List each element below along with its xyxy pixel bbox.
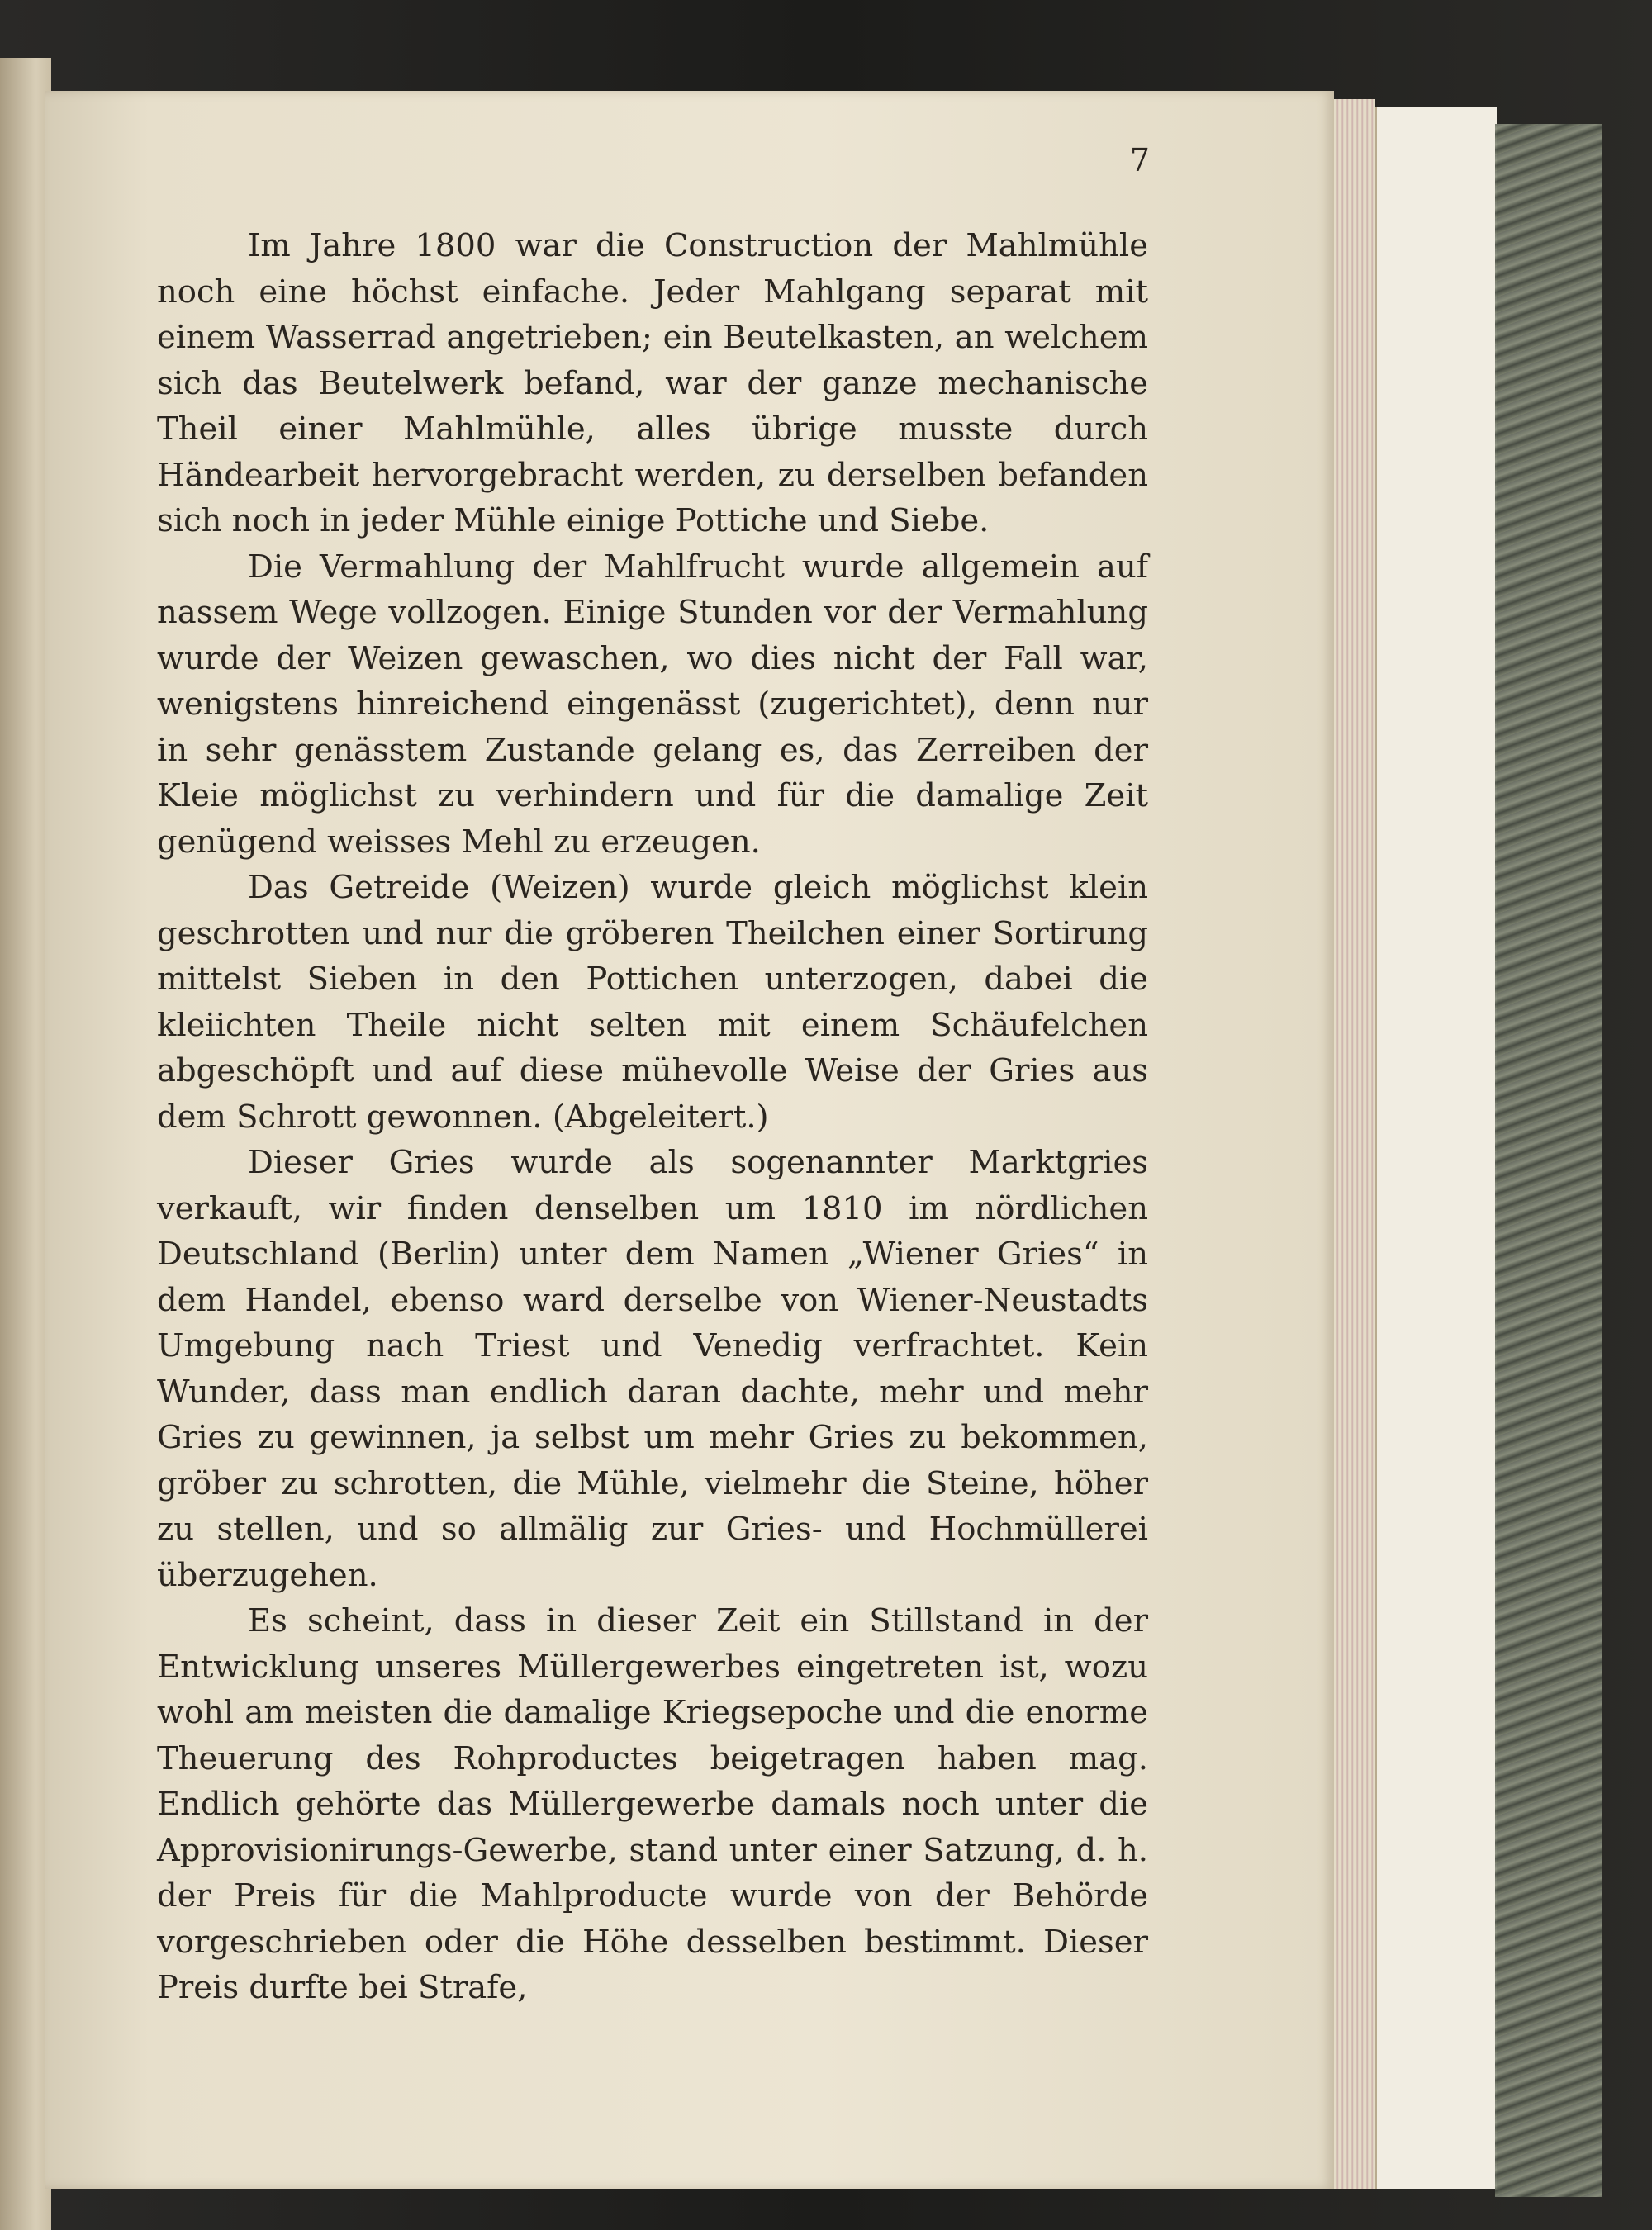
paragraph-5: Es scheint, dass in dieser Zeit ein Stillstand in der Entwicklung unseres Müllergewerbes eingetreten ist, wozu wohl am meisten die damalige Kriegsepoche und die enorme Theuerung des Rohproductes beigetragen haben mag. Endlich gehörte das Müllergewerbe damals noch unter die Approvisionirungs-Gewerbe, stand unter einer Satzung, d. h. der Preis für die Mahlproducte wurde von der Behörde vorgeschrieben oder die Höhe desselben bestimmt. Dieser Preis durfte bei Strafe, [157, 1602, 1148, 2006]
marbled-cover-edge [1495, 124, 1602, 2197]
page-stack-edge [1334, 99, 1375, 2189]
page-number: 7 [1129, 142, 1151, 178]
paragraph-1: Im Jahre 1800 war die Construction der Mahlmühle noch eine höchst einfache. Jeder Mahlgang separat mit einem Wasserrad angetrieben; ein Beutelkasten, an welchem sich das Beutelwerk befand, war der ganze mechanische Theil einer Mahlmühle, alles übrige musste durch Händearbeit hervorgebracht werden, zu derselben befanden sich noch in jeder Mühle einige Pottiche und Siebe. [157, 227, 1148, 539]
paragraph-3: Das Getreide (Weizen) wurde gleich möglichst klein geschrotten und nur die gröberen Theilchen einer Sortirung mittelst Sieben in den Pottichen unterzogen, dabei die kleiichten Theile nicht selten mit einem Schäufelchen abgeschöpft und auf diese mühevolle Weise der Gries aus dem Schrott gewonnen. (Abgeleitert.) [157, 869, 1148, 1136]
paragraph-2: Die Vermahlung der Mahlfrucht wurde allgemein auf nassem Wege vollzogen. Einige Stunden vor der Vermahlung wurde der Weizen gewaschen, wo dies nicht der Fall war, wenigstens hinreichend eingenässt (zugerichtet), denn nur in sehr genässtem Zustande gelang es, das Zerreiben der Kleie möglichst zu verhindern und für die damalige Zeit genügend weisses Mehl zu erzeugen. [157, 548, 1148, 861]
endpaper [1375, 107, 1497, 2189]
left-page-edge [0, 58, 51, 2230]
paragraph-4: Dieser Gries wurde als sogenannter Marktgries verkauft, wir finden denselben um 1810 im nördlichen Deutschland (Berlin) unter dem Namen „Wiener Gries“ in dem Handel, ebenso ward derselbe von Wiener-Neustadts Umgebung nach Triest und Venedig verfrachtet. Kein Wunder, dass man endlich daran dachte, mehr und mehr Gries zu gewinnen, ja selbst um mehr Gries zu bekommen, gröber zu schrotten, die Mühle, vielmehr die Steine, höher zu stellen, und so allmälig zur Gries- und Hochmüllerei überzugehen. [157, 1144, 1148, 1594]
body-text [157, 223, 1148, 2011]
